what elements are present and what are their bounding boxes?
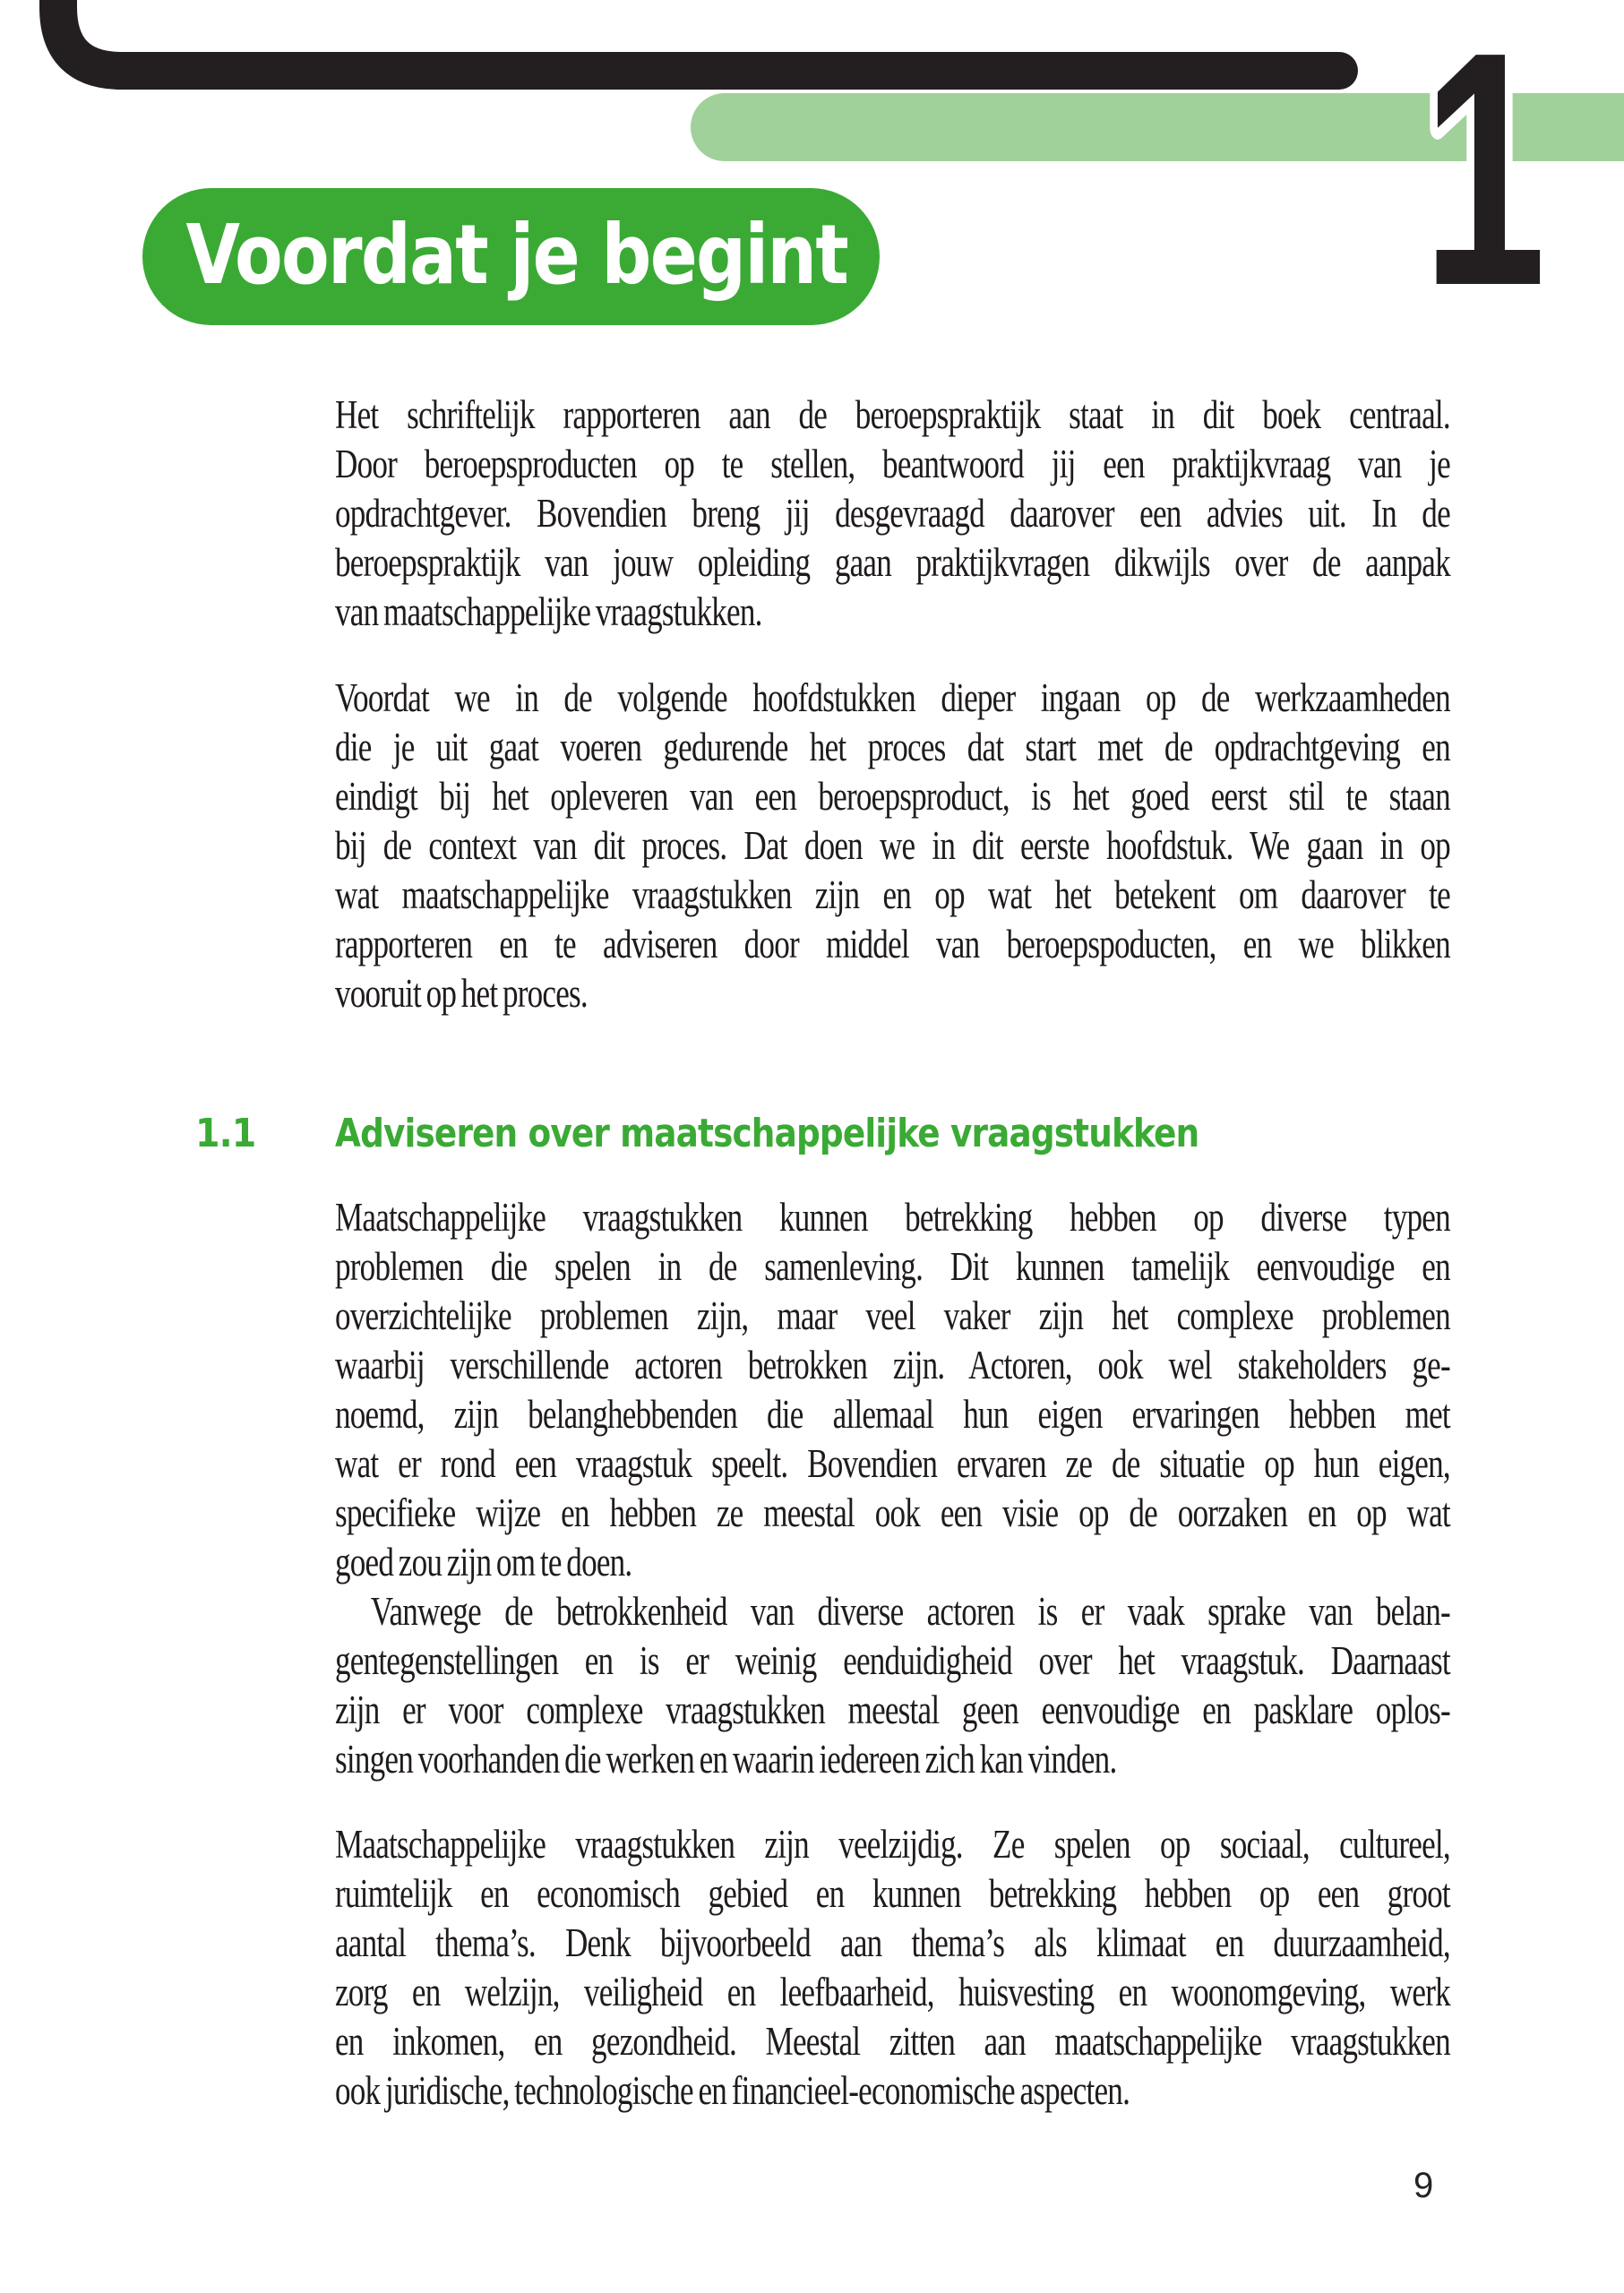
text-line: rapporteren en te adviseren door middel van beroepspoducten, en we blikken bbox=[335, 922, 1450, 966]
text-line: en inkomen, en gezondheid. Meestal zitten aan maatschappelijke vraagstukken bbox=[335, 2019, 1450, 2064]
text-line: singen voorhanden die werken en waarin iedereen zich kan vinden. bbox=[335, 1737, 1117, 1782]
text-line: specifieke wijze en hebben ze meestal ook een visie op de oorzaken en op wat bbox=[335, 1490, 1450, 1535]
text-line: Voordat we in de volgende hoofdstukken dieper ingaan op de werkzaamheden bbox=[335, 675, 1450, 720]
section-heading bbox=[0, 1111, 1624, 1164]
section-number: 1.1 bbox=[195, 1111, 256, 1156]
chapter-number: 1 bbox=[1422, 0, 1547, 340]
text-line: vooruit op het proces. bbox=[335, 971, 588, 1016]
paragraph bbox=[335, 1820, 1450, 2116]
paragraph bbox=[335, 391, 1450, 637]
text-line: problemen die spelen in de samenleving. Dit kunnen tamelijk eenvoudige en bbox=[335, 1244, 1450, 1289]
text-line: goed zou zijn om te doen. bbox=[335, 1540, 632, 1584]
text-line: beroepspraktijk van jouw opleiding gaan praktijkvragen dikwijls over de aanpak bbox=[335, 540, 1450, 585]
text-line: zijn er voor complexe vraagstukken meestal geen eenvoudige en pasklare oplos- bbox=[335, 1688, 1450, 1732]
text-line: gentegenstellingen en is er weinig eenduidigheid over het vraagstuk. Daarnaast bbox=[335, 1638, 1450, 1683]
text-line: eindigt bij het opleveren van een beroepsproduct, is het goed eerst stil te staan bbox=[335, 774, 1450, 819]
top-corner-line bbox=[58, 0, 1339, 71]
text-line: aantal thema’s. Denk bijvoorbeeld aan thema’s als klimaat en duurzaamheid, bbox=[335, 1920, 1450, 1965]
text-line: Door beroepsproducten op te stellen, beantwoord jij een praktijkvraag van je bbox=[335, 442, 1450, 486]
text-line: zorg en welzijn, veiligheid en leefbaarheid, huisvesting en woonomgeving, werk bbox=[335, 1970, 1450, 2014]
paragraph bbox=[335, 1193, 1450, 1784]
paragraph bbox=[335, 674, 1450, 1018]
text-line: overzichtelijke problemen zijn, maar veel vaker zijn het complexe problemen bbox=[335, 1293, 1450, 1338]
chapter-title-banner bbox=[142, 188, 880, 325]
text-line: Maatschappelijke vraagstukken zijn veelzijdig. Ze spelen op sociaal, cultureel, bbox=[335, 1822, 1450, 1867]
text-line: ruimtelijk en economisch gebied en kunnen betrekking hebben op een groot bbox=[335, 1871, 1450, 1916]
text-line: waarbij verschillende actoren betrokken zijn. Actoren, ook wel stakeholders ge- bbox=[335, 1343, 1450, 1387]
text-line: Vanwege de betrokkenheid van diverse actoren is er vaak sprake van belan- bbox=[370, 1589, 1450, 1634]
chapter-title: Voordat je begint bbox=[185, 207, 848, 303]
page-number: 9 bbox=[1413, 2166, 1434, 2205]
text-line: Het schriftelijk rapporteren aan de beroepspraktijk staat in dit boek centraal. bbox=[335, 392, 1450, 437]
text-line: Maatschappelijke vraagstukken kunnen betrekking hebben op diverse typen bbox=[335, 1195, 1450, 1240]
text-line: wat maatschappelijke vraagstukken zijn en op wat het betekent om daarover te bbox=[335, 872, 1450, 917]
text-line: ook juridische, technologische en financieel-economische aspecten. bbox=[335, 2068, 1130, 2113]
text-line: wat er rond een vraagstuk speelt. Bovendien ervaren ze de situatie op hun eigen, bbox=[335, 1441, 1450, 1486]
text-line: die je uit gaat voeren gedurende het proces dat start met de opdrachtgeving en bbox=[335, 725, 1450, 769]
text-line: noemd, zijn belanghebbenden die allemaal hun eigen ervaringen hebben met bbox=[335, 1392, 1450, 1437]
text-line: opdrachtgever. Bovendien breng jij desgevraagd daarover een advies uit. In de bbox=[335, 491, 1450, 536]
text-line: bij de context van dit proces. Dat doen we in dit eerste hoofdstuk. We gaan in op bbox=[335, 823, 1450, 868]
text-line: van maatschappelijke vraagstukken. bbox=[335, 589, 762, 634]
section-title: Adviseren over maatschappelijke vraagstukken bbox=[335, 1111, 1199, 1156]
